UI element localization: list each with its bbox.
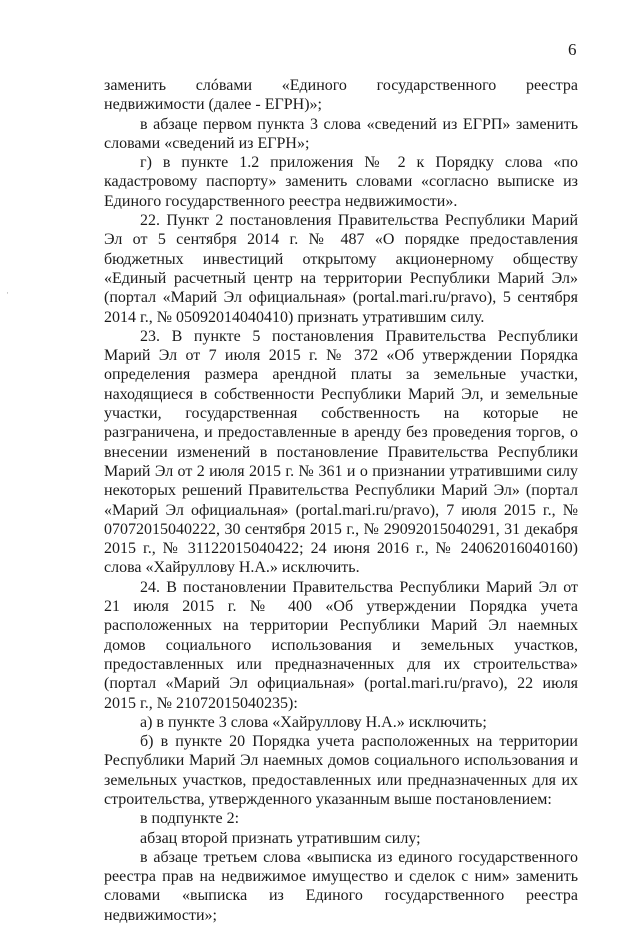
paragraph: заменить слóвами «Единого государственного реестра недвижимости (далее - ЕГРН)»; [104,77,578,114]
paragraph: абзац второй признать утратившим силу; [140,829,421,847]
paragraph: в абзаце третьем слова «выписка из единого государственного реестра прав на недвижимое имущество и сделок с ним» заменить словами «выписка из Единого государственного реестра недвижимости»; [104,848,578,924]
paragraph: 22. Пункт 2 постановления Правительства Республики Марий Эл от 5 сентября 2014 г. № 487 «О порядке предоставления бюджетных инвестиций открытому акционерному обществу «Единый расчетный центр на территории Республики Марий Эл» (портал «Марий Эл официальная» (portal.mari.ru/pravo), 5 сентября 2014 г., № 05092014040410) признать утратившим силу. [104,212,578,326]
margin-mark: · [6,288,9,298]
paragraph: г) в пункте 1.2 приложения № 2 к Порядку слова «по кадастровому паспорту» заменить словами «согласно выписке из Единого государственного реестра недвижимости». [104,154,578,210]
paragraph: в абзаце первом пункта 3 слова «сведений из ЕГРП» заменить словами «сведений из ЕГРН»; [104,115,578,152]
page-number: 6 [568,40,577,59]
paragraph: в подпункте 2: [140,810,240,828]
paragraph: 23. В пункте 5 постановления Правительства Республики Марий Эл от 7 июля 2015 г. № 372 «Об утверждении Порядка определения размера арендной платы за земельные участки, находящиеся в собственности Республики Марий Эл, и земельные участки, государственная собственность на которые не разграничена, и предоставленные в аренду без проведения торгов, о внесении изменений в постановление Правительства Республики Марий Эл от 2 июля 2015 г. № 361 и о признании утратившими силу некоторых решений Правительства Республики Марий Эл» (портал «Марий Эл официальная» (portal.mari.ru/pravo), 7 июля 2015 г., № 07072015040222, 30 сентября 2015 г., № 29092015040291, 31 декабря 2015 г., № 31122015040422; 24 июня 2016 г., № 24062016040160) слова «Хайруллову Н.А.» исключить. [104,327,578,577]
paragraph: а) в пункте 3 слова «Хайруллову Н.А.» исключить; [140,713,487,731]
paragraph: 24. В постановлении Правительства Республики Марий Эл от 21 июля 2015 г. № 400 «Об утверждении Порядка учета расположенных на территории Республики Марий Эл наемных домов социального использования и земельных участков, предоставленных или предназначенных для их строительства» (портал «Марий Эл официальная» (portal.mari.ru/pravo), 22 июля 2015 г., № 21072015040235): [104,578,578,712]
paragraph: б) в пункте 20 Порядка учета расположенных на территории Республики Марий Эл наемных домов социального использования и земельных участков, предоставленных или предназначенных для их строительства, утвержденного указанным выше постановлением: [104,733,578,808]
document-body [104,76,578,925]
